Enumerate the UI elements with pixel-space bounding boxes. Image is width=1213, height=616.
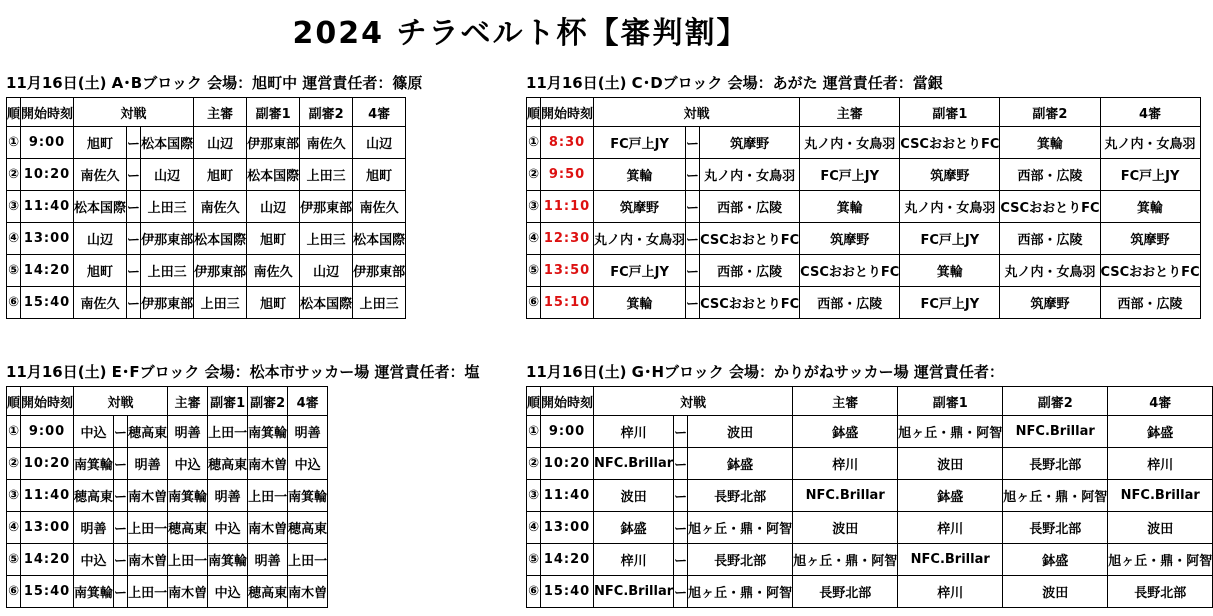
column-header: 対戦: [594, 387, 793, 416]
assistant-referee-1: 旭町: [247, 223, 300, 255]
column-header: 主審: [168, 387, 208, 416]
main-referee: 長野北部: [793, 576, 898, 608]
block-title: 11月16日(土) A･Bブロック 会場：旭町中 運営責任者：篠原: [6, 74, 423, 92]
versus-dash: ー: [114, 512, 128, 544]
main-referee: 上田三: [194, 287, 247, 319]
table-row: [527, 544, 1213, 576]
match-number: ④: [527, 223, 541, 255]
match-number: ②: [7, 448, 21, 480]
start-time: 11:40: [541, 480, 594, 512]
assistant-referee-2: 穂高東: [248, 576, 288, 608]
start-time: 9:00: [21, 416, 74, 448]
main-referee: NFC.Brillar: [793, 480, 898, 512]
block-title: 11月16日(土) G･Hブロック 会場：かりがねサッカー場 運営責任者：: [526, 363, 1004, 381]
versus-dash: ー: [127, 223, 141, 255]
column-header: 副審2: [1000, 98, 1100, 127]
fourth-official: 中込: [288, 448, 328, 480]
match-number: ①: [527, 416, 541, 448]
team-away: 長野北部: [688, 544, 793, 576]
header-row: [527, 387, 1213, 416]
team-away: CSCおおとりFC: [700, 287, 800, 319]
table-row: [527, 512, 1213, 544]
table-row: [527, 191, 1201, 223]
versus-dash: ー: [674, 544, 688, 576]
fourth-official: 松本国際: [353, 223, 406, 255]
team-away: 南木曽: [128, 480, 168, 512]
assistant-referee-2: 長野北部: [1003, 512, 1108, 544]
main-referee: 波田: [793, 512, 898, 544]
fourth-official: 西部・広陵: [1100, 287, 1200, 319]
versus-dash: ー: [686, 287, 700, 319]
team-home: FC戸上JY: [594, 255, 686, 287]
main-referee: 明善: [168, 416, 208, 448]
match-number: ④: [7, 512, 21, 544]
assistant-referee-2: 西部・広陵: [1000, 159, 1100, 191]
table-row: [527, 159, 1201, 191]
match-number: ①: [7, 127, 21, 159]
team-away: 松本国際: [141, 127, 194, 159]
versus-dash: ー: [686, 191, 700, 223]
team-away: 旭ヶ丘・鼎・阿智: [688, 576, 793, 608]
team-away: 南木曽: [128, 544, 168, 576]
assistant-referee-1: FC戸上JY: [900, 223, 1000, 255]
start-time: 14:20: [21, 255, 74, 287]
table-row: [7, 223, 406, 255]
team-home: 鉢盛: [594, 512, 674, 544]
table-row: [7, 159, 406, 191]
assistant-referee-1: 南箕輪: [208, 544, 248, 576]
versus-dash: ー: [686, 127, 700, 159]
start-time: 13:00: [21, 223, 74, 255]
assistant-referee-1: 鉢盛: [898, 480, 1003, 512]
start-time: 11:10: [541, 191, 594, 223]
team-home: 中込: [74, 416, 114, 448]
start-time: 9:00: [21, 127, 74, 159]
versus-dash: ー: [114, 544, 128, 576]
fourth-official: FC戸上JY: [1100, 159, 1200, 191]
main-referee: 山辺: [194, 127, 247, 159]
assistant-referee-1: 山辺: [247, 191, 300, 223]
assistant-referee-2: 西部・広陵: [1000, 223, 1100, 255]
match-number: ⑥: [527, 287, 541, 319]
assistant-referee-1: 松本国際: [247, 159, 300, 191]
assistant-referee-2: 南木曽: [248, 512, 288, 544]
column-header: 順: [7, 98, 21, 127]
team-home: 旭町: [74, 127, 127, 159]
fourth-official: 南箕輪: [288, 480, 328, 512]
assistant-referee-2: 上田三: [300, 223, 353, 255]
assistant-referee-2: 伊那東部: [300, 191, 353, 223]
column-header: 主審: [194, 98, 247, 127]
column-header: 4審: [288, 387, 328, 416]
assistant-referee-2: 南木曽: [248, 448, 288, 480]
table-row: [527, 127, 1201, 159]
table-row: [527, 223, 1201, 255]
assistant-referee-2: 南箕輪: [248, 416, 288, 448]
column-header: 対戦: [74, 98, 194, 127]
start-time: 11:40: [21, 480, 74, 512]
assistant-referee-1: CSCおおとりFC: [900, 127, 1000, 159]
main-referee: 旭町: [194, 159, 247, 191]
block-title: 11月16日(土) E･Fブロック 会場：松本市サッカー場 運営責任者：塩: [6, 363, 480, 381]
header-row: [527, 98, 1201, 127]
table-row: [7, 480, 328, 512]
team-away: 西部・広陵: [700, 191, 800, 223]
versus-dash: ー: [114, 480, 128, 512]
column-header: 順: [527, 98, 541, 127]
table-row: [7, 287, 406, 319]
assistant-referee-2: 鉢盛: [1003, 544, 1108, 576]
assistant-referee-1: 中込: [208, 576, 248, 608]
column-header: 副審1: [900, 98, 1000, 127]
main-referee: 上田一: [168, 544, 208, 576]
column-header: 4審: [353, 98, 406, 127]
column-header: 副審2: [300, 98, 353, 127]
team-home: 明善: [74, 512, 114, 544]
team-home: NFC.Brillar: [594, 448, 674, 480]
match-number: ⑤: [7, 544, 21, 576]
table-row: [7, 255, 406, 287]
versus-dash: ー: [674, 512, 688, 544]
main-referee: 南箕輪: [168, 480, 208, 512]
assistant-referee-1: FC戸上JY: [900, 287, 1000, 319]
versus-dash: ー: [686, 255, 700, 287]
match-number: ③: [7, 191, 21, 223]
main-referee: 丸ノ内・女鳥羽: [800, 127, 900, 159]
assistant-referee-2: CSCおおとりFC: [1000, 191, 1100, 223]
match-number: ⑥: [527, 576, 541, 608]
fourth-official: 箕輪: [1100, 191, 1200, 223]
versus-dash: ー: [674, 480, 688, 512]
match-number: ②: [7, 159, 21, 191]
team-home: 箕輪: [594, 287, 686, 319]
table-row: [7, 448, 328, 480]
versus-dash: ー: [114, 576, 128, 608]
column-header: 対戦: [594, 98, 800, 127]
fourth-official: 南木曽: [288, 576, 328, 608]
start-time: 13:00: [21, 512, 74, 544]
start-time: 13:00: [541, 512, 594, 544]
column-header: 主審: [793, 387, 898, 416]
fourth-official: 上田一: [288, 544, 328, 576]
assistant-referee-1: 丸ノ内・女鳥羽: [900, 191, 1000, 223]
team-home: 箕輪: [594, 159, 686, 191]
assistant-referee-2: 波田: [1003, 576, 1108, 608]
assistant-referee-1: 中込: [208, 512, 248, 544]
column-header: 4審: [1108, 387, 1213, 416]
team-away: 筑摩野: [700, 127, 800, 159]
start-time: 15:40: [21, 576, 74, 608]
main-referee: FC戸上JY: [800, 159, 900, 191]
team-home: 南箕輪: [74, 576, 114, 608]
table-row: [7, 127, 406, 159]
team-home: 松本国際: [74, 191, 127, 223]
schedule-table: [526, 97, 1201, 319]
assistant-referee-1: 箕輪: [900, 255, 1000, 287]
team-away: 伊那東部: [141, 223, 194, 255]
match-number: ③: [527, 191, 541, 223]
assistant-referee-1: 梓川: [898, 576, 1003, 608]
column-header: 開始時刻: [21, 387, 74, 416]
schedule-table: [526, 386, 1213, 608]
start-time: 14:20: [21, 544, 74, 576]
match-number: ③: [527, 480, 541, 512]
block-title: 11月16日(土) C･Dブロック 会場：あがた 運営責任者：當銀: [526, 74, 943, 92]
match-number: ⑥: [7, 576, 21, 608]
team-away: 伊那東部: [141, 287, 194, 319]
team-home: 梓川: [594, 416, 674, 448]
versus-dash: ー: [686, 159, 700, 191]
column-header: 開始時刻: [541, 387, 594, 416]
match-number: ③: [7, 480, 21, 512]
fourth-official: 丸ノ内・女鳥羽: [1100, 127, 1200, 159]
column-header: 副審2: [1003, 387, 1108, 416]
table-row: [7, 544, 328, 576]
fourth-official: 筑摩野: [1100, 223, 1200, 255]
column-header: 順: [527, 387, 541, 416]
start-time: 15:40: [21, 287, 74, 319]
column-header: 副審1: [208, 387, 248, 416]
team-away: 明善: [128, 448, 168, 480]
table-row: [527, 287, 1201, 319]
column-header: 開始時刻: [21, 98, 74, 127]
assistant-referee-1: 上田一: [208, 416, 248, 448]
start-time: 9:00: [541, 416, 594, 448]
versus-dash: ー: [674, 416, 688, 448]
assistant-referee-2: 明善: [248, 544, 288, 576]
versus-dash: ー: [114, 416, 128, 448]
fourth-official: 山辺: [353, 127, 406, 159]
main-referee: 中込: [168, 448, 208, 480]
versus-dash: ー: [127, 159, 141, 191]
team-home: 中込: [74, 544, 114, 576]
team-away: 上田一: [128, 512, 168, 544]
column-header: 主審: [800, 98, 900, 127]
fourth-official: 穂高東: [288, 512, 328, 544]
main-referee: 松本国際: [194, 223, 247, 255]
match-number: ④: [7, 223, 21, 255]
main-referee: 箕輪: [800, 191, 900, 223]
versus-dash: ー: [674, 576, 688, 608]
fourth-official: 旭町: [353, 159, 406, 191]
team-home: FC戸上JY: [594, 127, 686, 159]
match-number: ①: [7, 416, 21, 448]
assistant-referee-1: 南佐久: [247, 255, 300, 287]
start-time: 9:50: [541, 159, 594, 191]
table-row: [7, 191, 406, 223]
assistant-referee-2: 上田三: [300, 159, 353, 191]
versus-dash: ー: [674, 448, 688, 480]
table-row: [7, 512, 328, 544]
team-away: 穂高東: [128, 416, 168, 448]
start-time: 15:40: [541, 576, 594, 608]
table-row: [527, 576, 1213, 608]
fourth-official: 長野北部: [1108, 576, 1213, 608]
assistant-referee-1: 穂高東: [208, 448, 248, 480]
fourth-official: NFC.Brillar: [1108, 480, 1213, 512]
versus-dash: ー: [127, 127, 141, 159]
main-referee: 鉢盛: [793, 416, 898, 448]
start-time: 11:40: [21, 191, 74, 223]
team-home: 梓川: [594, 544, 674, 576]
team-away: 上田三: [141, 191, 194, 223]
team-away: 波田: [688, 416, 793, 448]
main-referee: 西部・広陵: [800, 287, 900, 319]
table-row: [527, 448, 1213, 480]
fourth-official: 梓川: [1108, 448, 1213, 480]
assistant-referee-2: NFC.Brillar: [1003, 416, 1108, 448]
start-time: 13:50: [541, 255, 594, 287]
team-home: 南佐久: [74, 287, 127, 319]
header-row: [7, 98, 406, 127]
assistant-referee-1: 旭ヶ丘・鼎・阿智: [898, 416, 1003, 448]
start-time: 14:20: [541, 544, 594, 576]
assistant-referee-2: 丸ノ内・女鳥羽: [1000, 255, 1100, 287]
team-home: 南箕輪: [74, 448, 114, 480]
team-home: 南佐久: [74, 159, 127, 191]
assistant-referee-2: 長野北部: [1003, 448, 1108, 480]
match-number: ⑤: [527, 544, 541, 576]
assistant-referee-1: NFC.Brillar: [898, 544, 1003, 576]
team-away: 丸ノ内・女鳥羽: [700, 159, 800, 191]
fourth-official: 上田三: [353, 287, 406, 319]
team-away: CSCおおとりFC: [700, 223, 800, 255]
start-time: 15:10: [541, 287, 594, 319]
assistant-referee-1: 梓川: [898, 512, 1003, 544]
fourth-official: CSCおおとりFC: [1100, 255, 1200, 287]
column-header: 順: [7, 387, 21, 416]
versus-dash: ー: [114, 448, 128, 480]
column-header: 4審: [1100, 98, 1200, 127]
assistant-referee-2: 旭ヶ丘・鼎・阿智: [1003, 480, 1108, 512]
main-referee: 南木曽: [168, 576, 208, 608]
match-number: ②: [527, 448, 541, 480]
assistant-referee-1: 伊那東部: [247, 127, 300, 159]
assistant-referee-1: 波田: [898, 448, 1003, 480]
start-time: 8:30: [541, 127, 594, 159]
main-referee: 南佐久: [194, 191, 247, 223]
team-away: 鉢盛: [688, 448, 793, 480]
team-away: 上田三: [141, 255, 194, 287]
column-header: 開始時刻: [541, 98, 594, 127]
main-referee: 伊那東部: [194, 255, 247, 287]
assistant-referee-2: 松本国際: [300, 287, 353, 319]
assistant-referee-2: 山辺: [300, 255, 353, 287]
table-row: [527, 416, 1213, 448]
team-home: 穂高東: [74, 480, 114, 512]
match-number: ④: [527, 512, 541, 544]
match-number: ⑤: [527, 255, 541, 287]
start-time: 12:30: [541, 223, 594, 255]
team-home: 旭町: [74, 255, 127, 287]
main-referee: CSCおおとりFC: [800, 255, 900, 287]
main-referee: 筑摩野: [800, 223, 900, 255]
fourth-official: 伊那東部: [353, 255, 406, 287]
versus-dash: ー: [127, 287, 141, 319]
start-time: 10:20: [21, 159, 74, 191]
table-row: [527, 480, 1213, 512]
page-title: 2024 チラベルト杯【審判割】: [292, 16, 749, 51]
team-home: 山辺: [74, 223, 127, 255]
main-referee: 梓川: [793, 448, 898, 480]
start-time: 10:20: [21, 448, 74, 480]
assistant-referee-2: 筑摩野: [1000, 287, 1100, 319]
column-header: 副審1: [247, 98, 300, 127]
assistant-referee-1: 旭町: [247, 287, 300, 319]
start-time: 10:20: [541, 448, 594, 480]
team-away: 長野北部: [688, 480, 793, 512]
match-number: ⑤: [7, 255, 21, 287]
team-home: NFC.Brillar: [594, 576, 674, 608]
match-number: ②: [527, 159, 541, 191]
header-row: [7, 387, 328, 416]
column-header: 副審2: [248, 387, 288, 416]
versus-dash: ー: [127, 191, 141, 223]
assistant-referee-2: 南佐久: [300, 127, 353, 159]
assistant-referee-1: 筑摩野: [900, 159, 1000, 191]
assistant-referee-2: 箕輪: [1000, 127, 1100, 159]
fourth-official: 鉢盛: [1108, 416, 1213, 448]
assistant-referee-1: 明善: [208, 480, 248, 512]
main-referee: 旭ヶ丘・鼎・阿智: [793, 544, 898, 576]
assistant-referee-2: 上田一: [248, 480, 288, 512]
fourth-official: 波田: [1108, 512, 1213, 544]
schedule-table: [6, 97, 406, 319]
table-row: [527, 255, 1201, 287]
team-away: 旭ヶ丘・鼎・阿智: [688, 512, 793, 544]
team-home: 波田: [594, 480, 674, 512]
team-away: 上田一: [128, 576, 168, 608]
match-number: ⑥: [7, 287, 21, 319]
team-away: 山辺: [141, 159, 194, 191]
table-row: [7, 576, 328, 608]
fourth-official: 南佐久: [353, 191, 406, 223]
team-away: 西部・広陵: [700, 255, 800, 287]
versus-dash: ー: [127, 255, 141, 287]
team-home: 筑摩野: [594, 191, 686, 223]
main-referee: 穂高東: [168, 512, 208, 544]
schedule-table: [6, 386, 328, 608]
match-number: ①: [527, 127, 541, 159]
column-header: 副審1: [898, 387, 1003, 416]
fourth-official: 明善: [288, 416, 328, 448]
team-home: 丸ノ内・女鳥羽: [594, 223, 686, 255]
fourth-official: 旭ヶ丘・鼎・阿智: [1108, 544, 1213, 576]
table-row: [7, 416, 328, 448]
versus-dash: ー: [686, 223, 700, 255]
column-header: 対戦: [74, 387, 168, 416]
